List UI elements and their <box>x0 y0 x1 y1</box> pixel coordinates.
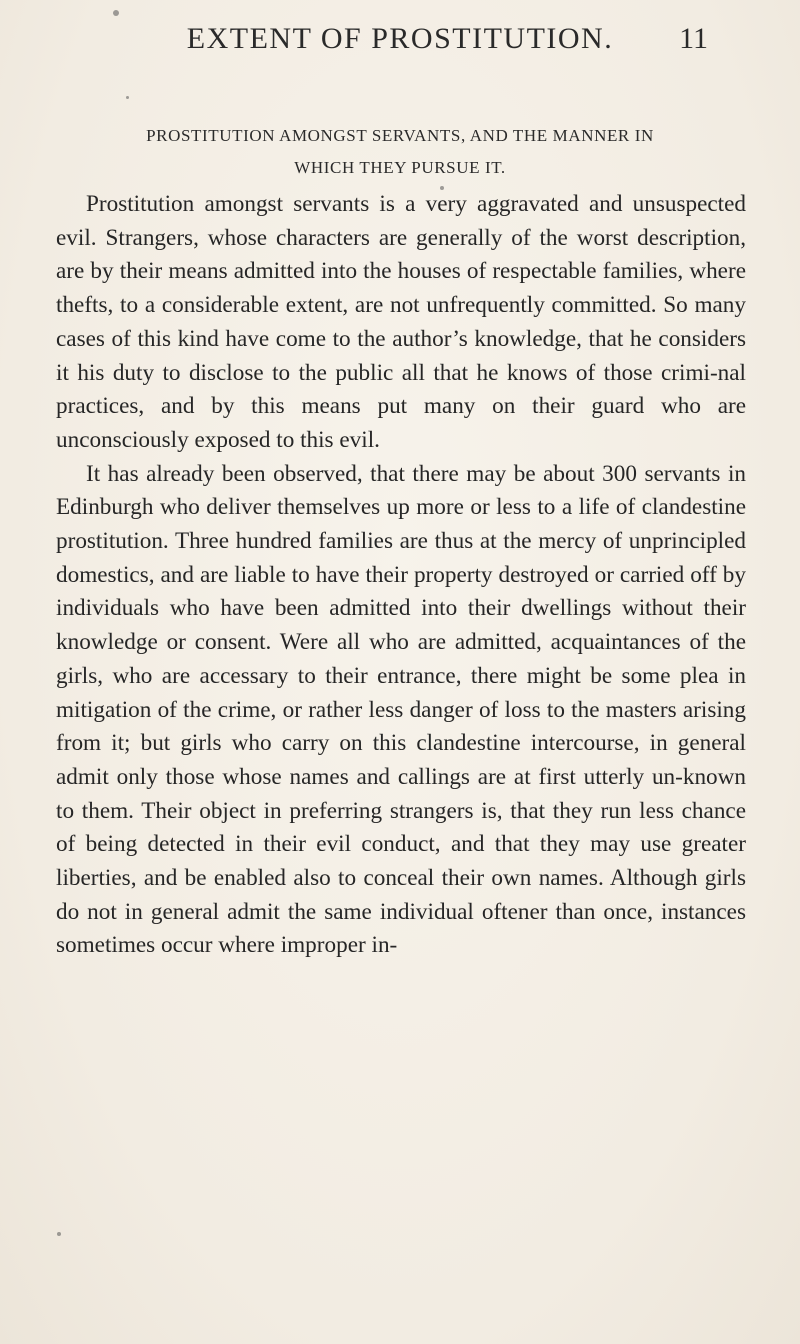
page-number: 11 <box>679 22 708 55</box>
print-speck <box>113 10 119 16</box>
paragraph-1: Prostitution amongst servants is a very aggravated and unsuspected evil. Strangers, whose characters are generally of the worst description, are by their means admitted into the houses of respectable families, where thefts, to a considerable extent, are not unfrequently committed. So many cases of this kind have come to the author’s knowledge, that he considers it his duty to disclose to the public all that he knows of those crimi-nal practices, and by this means put many on their guard who are unconsciously exposed to this evil. <box>56 191 746 453</box>
running-head <box>0 22 800 62</box>
body-text <box>56 188 746 963</box>
running-title: EXTENT OF PROSTITUTION. <box>186 22 614 55</box>
section-heading-line-1: PROSTITUTION AMONGST SERVANTS, AND THE MANNER IN <box>146 126 654 145</box>
print-speck <box>57 1232 61 1236</box>
section-heading-line-2: WHICH THEY PURSUE IT. <box>294 158 506 177</box>
paragraph-2: It has already been observed, that there may be about 300 servants in Edinburgh who deliver themselves up more or less to a life of clandestine prostitution. Three hundred families are thus at the mercy of unprincipled domestics, and are liable to have their property destroyed or carried off by individuals who have been admitted into their dwellings without their knowledge or consent. Were all who are admitted, acquaintances of the girls, who are accessary to their entrance, there might be some plea in mitigation of the crime, or rather less danger of loss to the masters arising from it; but girls who carry on this clandestine intercourse, in general admit only those whose names and callings are at first utterly un-known to them. Their object in preferring strangers is, that they run less chance of being detected in their evil conduct, and that they may use greater liberties, and be enabled also to conceal their own names. Although girls do not in general admit the same individual oftener than once, instances sometimes occur where improper in- <box>56 460 746 959</box>
section-heading <box>60 120 740 184</box>
print-speck <box>440 186 444 190</box>
print-speck <box>126 96 129 99</box>
